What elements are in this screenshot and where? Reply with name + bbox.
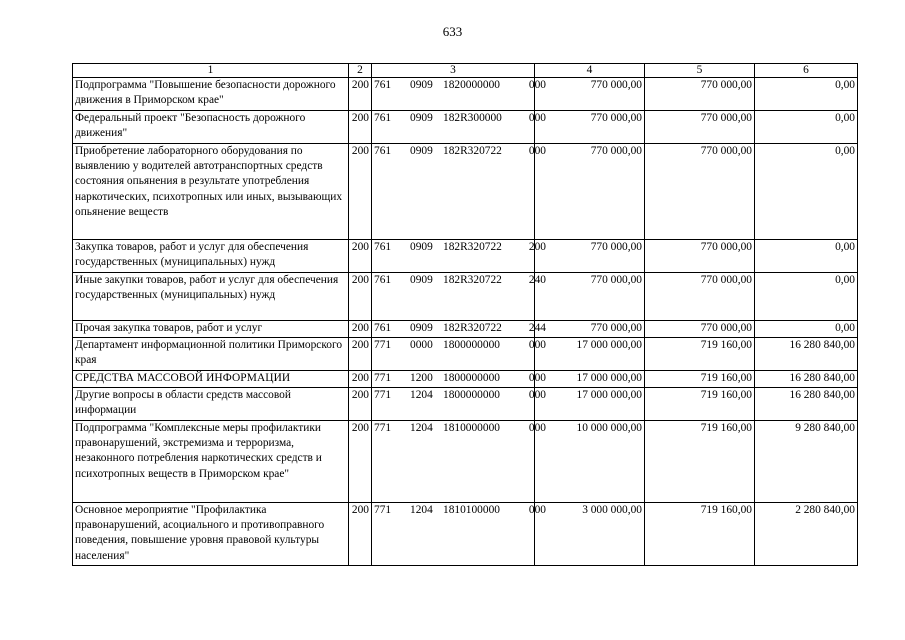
row-name: Приобретение лабораторного оборудования по выявлению у водителей автотранспортных средств состояния опьянения в результате употребления наркотических, психотропных или иных, вызывающих опьянение веществ [73, 144, 349, 240]
row-amount-col-5: 719 160,00 [645, 421, 755, 503]
table-row [73, 240, 858, 273]
table-row [73, 371, 858, 388]
row-ved-code: 761 [374, 112, 392, 124]
row-amount-col-6: 0,00 [755, 111, 858, 144]
row-amount-col-6: 0,00 [755, 240, 858, 273]
row-target-code: 1810000000 [443, 422, 500, 434]
row-amount-col-4: 770 000,00 [535, 240, 645, 273]
row-amount-col-4: 17 000 000,00 [535, 371, 645, 388]
row-section-code: 0000 [410, 339, 433, 351]
row-amount-col-4: 770 000,00 [535, 144, 645, 240]
header-col-6: 6 [755, 64, 858, 78]
row-amount-col-6: 0,00 [755, 273, 858, 321]
table-row [73, 144, 858, 240]
row-amount-col-5: 770 000,00 [645, 240, 755, 273]
row-ved-code: 771 [374, 339, 392, 351]
row-target-code: 1800000000 [443, 372, 500, 384]
row-name: Закупка товаров, работ и услуг для обеспечения государственных (муниципальных) нужд [73, 240, 349, 273]
row-gr-code: 200 [349, 321, 372, 338]
row-ved-code: 771 [374, 504, 392, 516]
row-amount-col-4: 10 000 000,00 [535, 421, 645, 503]
row-name: Подпрограмма "Повышение безопасности дорожного движения в Приморском крае" [73, 78, 349, 111]
row-amount-col-5: 770 000,00 [645, 273, 755, 321]
row-section-code: 0909 [410, 241, 433, 253]
row-amount-col-6: 2 280 840,00 [755, 503, 858, 566]
row-ved-code: 761 [374, 241, 392, 253]
row-amount-col-5: 719 160,00 [645, 388, 755, 421]
row-gr-code: 200 [349, 338, 372, 371]
row-section-code: 1204 [410, 389, 433, 401]
row-classification-code [372, 321, 546, 338]
row-section-code: 0909 [410, 112, 433, 124]
row-target-code: 182R320722 [443, 145, 502, 157]
row-classification-code [372, 144, 546, 240]
table-row [73, 388, 858, 421]
row-expense-type-code: 000 [528, 79, 546, 91]
header-col-5: 5 [645, 64, 755, 78]
row-amount-col-5: 770 000,00 [645, 111, 755, 144]
row-target-code: 182R320722 [443, 241, 502, 253]
row-amount-col-6: 0,00 [755, 78, 858, 111]
row-name: Иные закупки товаров, работ и услуг для обеспечения государственных (муниципальных) нужд [73, 273, 349, 321]
row-section-code: 0909 [410, 145, 433, 157]
row-amount-col-4: 3 000 000,00 [535, 503, 645, 566]
table-row [73, 321, 858, 338]
table-row [73, 421, 858, 503]
row-amount-col-4: 17 000 000,00 [535, 388, 645, 421]
row-ved-code: 761 [374, 274, 392, 286]
row-amount-col-6: 16 280 840,00 [755, 388, 858, 421]
row-expense-type-code: 000 [528, 339, 546, 351]
row-expense-type-code: 000 [528, 112, 546, 124]
row-section-code: 1204 [410, 504, 433, 516]
row-gr-code: 200 [349, 421, 372, 503]
row-name: Прочая закупка товаров, работ и услуг [73, 321, 349, 338]
row-classification-code [372, 371, 546, 388]
row-gr-code: 200 [349, 371, 372, 388]
row-gr-code: 200 [349, 144, 372, 240]
table-header-row [73, 64, 858, 78]
header-col-4: 4 [535, 64, 645, 78]
header-col-3: 3 [372, 64, 535, 78]
row-expense-type-code: 240 [528, 274, 546, 286]
table-row [73, 338, 858, 371]
row-gr-code: 200 [349, 273, 372, 321]
row-amount-col-6: 0,00 [755, 144, 858, 240]
row-amount-col-5: 719 160,00 [645, 503, 755, 566]
row-expense-type-code: 000 [528, 372, 546, 384]
table-row [73, 78, 858, 111]
row-amount-col-6: 9 280 840,00 [755, 421, 858, 503]
table-row [73, 273, 858, 321]
row-expense-type-code: 244 [528, 322, 546, 334]
row-amount-col-4: 770 000,00 [535, 78, 645, 111]
row-name: Федеральный проект "Безопасность дорожного движения" [73, 111, 349, 144]
row-target-code: 182R320722 [443, 274, 502, 286]
row-name: СРЕДСТВА МАССОВОЙ ИНФОРМАЦИИ [73, 371, 349, 388]
row-gr-code: 200 [349, 388, 372, 421]
header-col-2: 2 [349, 64, 372, 78]
row-classification-code [372, 338, 546, 371]
header-col-1: 1 [73, 64, 349, 78]
row-ved-code: 761 [374, 79, 392, 91]
row-amount-col-5: 770 000,00 [645, 144, 755, 240]
row-classification-code [372, 503, 546, 566]
row-ved-code: 761 [374, 145, 392, 157]
row-ved-code: 771 [374, 372, 392, 384]
row-target-code: 1810100000 [443, 504, 500, 516]
row-gr-code: 200 [349, 78, 372, 111]
row-expense-type-code: 000 [528, 145, 546, 157]
row-name: Основное мероприятие "Профилактика правонарушений, асоциального и противоправного поведения, повышение уровня правовой культуры населения" [73, 503, 349, 566]
row-classification-code [372, 111, 546, 144]
row-expense-type-code: 000 [528, 422, 546, 434]
row-ved-code: 771 [374, 422, 392, 434]
row-classification-code [372, 421, 546, 503]
row-classification-code [372, 388, 546, 421]
row-name: Другие вопросы в области средств массовой информации [73, 388, 349, 421]
table-row [73, 503, 858, 566]
row-target-code: 1800000000 [443, 339, 500, 351]
budget-table [72, 63, 858, 566]
row-gr-code: 200 [349, 503, 372, 566]
row-ved-code: 761 [374, 322, 392, 334]
row-target-code: 182R320722 [443, 322, 502, 334]
row-section-code: 0909 [410, 274, 433, 286]
row-amount-col-6: 16 280 840,00 [755, 338, 858, 371]
row-gr-code: 200 [349, 240, 372, 273]
table-row [73, 111, 858, 144]
row-amount-col-6: 16 280 840,00 [755, 371, 858, 388]
row-section-code: 1200 [410, 372, 433, 384]
row-target-code: 1800000000 [443, 389, 500, 401]
row-section-code: 0909 [410, 79, 433, 91]
row-gr-code: 200 [349, 111, 372, 144]
row-amount-col-4: 770 000,00 [535, 273, 645, 321]
page-number: 633 [442, 24, 463, 39]
row-classification-code [372, 273, 546, 321]
row-section-code: 0909 [410, 322, 433, 334]
row-classification-code [372, 78, 546, 111]
row-amount-col-5: 770 000,00 [645, 78, 755, 111]
row-amount-col-4: 17 000 000,00 [535, 338, 645, 371]
row-amount-col-5: 719 160,00 [645, 338, 755, 371]
row-classification-code [372, 240, 546, 273]
row-amount-col-6: 0,00 [755, 321, 858, 338]
row-amount-col-4: 770 000,00 [535, 321, 645, 338]
row-target-code: 182R300000 [443, 112, 502, 124]
row-ved-code: 771 [374, 389, 392, 401]
row-amount-col-4: 770 000,00 [535, 111, 645, 144]
row-amount-col-5: 770 000,00 [645, 321, 755, 338]
row-expense-type-code: 200 [528, 241, 546, 253]
row-section-code: 1204 [410, 422, 433, 434]
row-expense-type-code: 000 [528, 504, 546, 516]
row-amount-col-5: 719 160,00 [645, 371, 755, 388]
row-name: Департамент информационной политики Приморского края [73, 338, 349, 371]
row-target-code: 1820000000 [443, 79, 500, 91]
row-name: Подпрограмма "Комплексные меры профилактики правонарушений, экстремизма и терроризма, незаконного потребления наркотических средств и психотропных веществ в Приморском крае" [73, 421, 349, 503]
row-expense-type-code: 000 [528, 389, 546, 401]
